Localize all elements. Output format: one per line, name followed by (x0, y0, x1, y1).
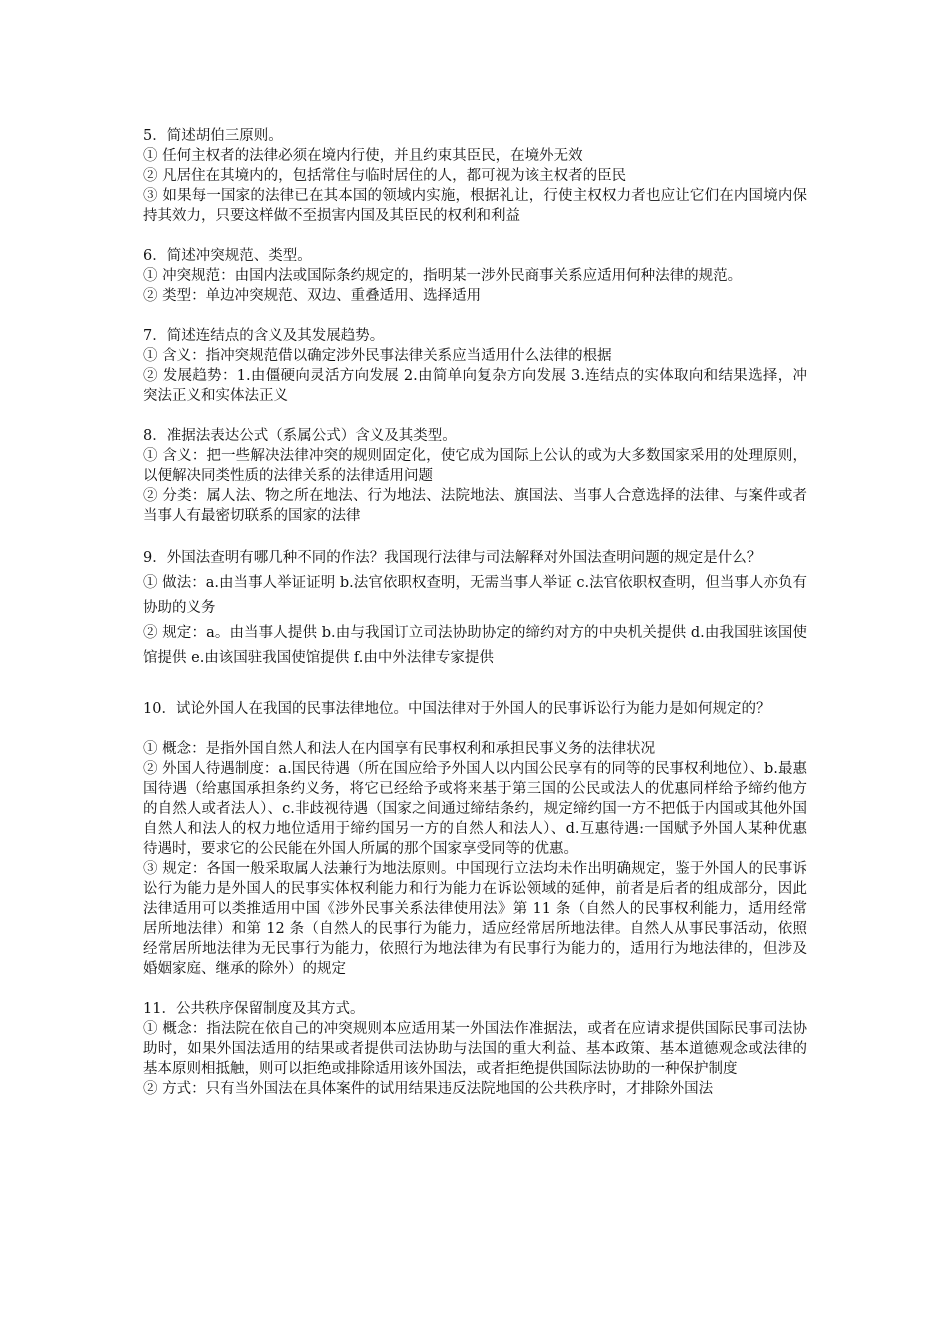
paragraph: ③ 如果每一国家的法律已在其本国的领域内实施，根据礼让，行使主权权力者也应让它们在内国境内保持其效力，只要这样做不至损害内国及其臣民的权利和利益 (143, 188, 807, 224)
paragraph: ② 外国人待遇制度：a.国民待遇（所在国应给予外国人以内国公民享有的同等的民事权利地位）、b.最惠国待遇（给惠国承担条约义务，将它已经给予或将来基于第三国的公民或法人的优惠同样给予缔约他方的自然人或者法人）、c.非歧视待遇（国家之间通过缔结条约，规定缔约国一方不把低于内国或其他外国自然人和法人的权力地位适用于缔约国另一方的自然人和法人）、d.互惠待遇:一国赋予外国人某种优惠待遇时，要求它的公民能在外国人所属的那个国家享受同等的优惠。 (143, 761, 807, 857)
section-title: 7．简述连结点的含义及其发展趋势。 (143, 328, 385, 344)
paragraph: ① 概念：是指外国自然人和法人在内国享有民事权利和承担民事义务的法律状况 (143, 741, 656, 757)
paragraph: ③ 规定：各国一般采取属人法兼行为地法原则。中国现行立法均未作出明确规定，鉴于外国人的民事诉讼行为能力是外国人的民事实体权利能力和行为能力在诉讼领域的延伸，前者是后者的组成部分，因此法律适用可以类推适用中国《涉外民事关系法律使用法》第 11 条（自然人的民事权利能力，适用经常居所地法律）和第 12 条（自然人的民事行为能力，适应经常居所地法律。自然人从事民事活动，依照经常居所地法律为无民事行为能力，依照行为地法律为有民事行为能力的，适用行为地法律的，但涉及婚姻家庭、继承的除外）的规定 (143, 861, 807, 977)
paragraph: ② 分类：属人法、物之所在地法、行为地法、法院地法、旗国法、当事人合意选择的法律、与案件或者当事人有最密切联系的国家的法律 (143, 488, 807, 524)
paragraph: ① 概念：指法院在依自己的冲突规则本应适用某一外国法作准据法，或者在应请求提供国际民事司法协助时，如果外国法适用的结果或者提供司法协助与法国的重大利益、基本政策、基本道德观念或法律的基本原则相抵触，则可以拒绝或排除适用该外国法，或者拒绝提供国际法协助的一种保护制度 (143, 1021, 807, 1077)
section-9 (143, 546, 807, 671)
paragraph: ① 任何主权者的法律必须在境内行使，并且约束其臣民，在境外无效 (143, 148, 583, 164)
section-8 (143, 426, 807, 526)
section-title: 10．试论外国人在我国的民事法律地位。中国法律对于外国人的民事诉讼行为能力是如何规定的？ (143, 701, 771, 717)
paragraph: ② 发展趋势：1.由僵硬向灵活方向发展 2.由简单向复杂方向发展 3.连结点的实体取向和结果选择，冲突法正义和实体法正义 (143, 368, 807, 404)
section-5 (143, 126, 807, 226)
section-title: 11．公共秩序保留制度及其方式。 (143, 1001, 365, 1017)
paragraph: ① 冲突规范：由国内法或国际条约规定的，指明某一涉外民商事关系应适用何种法律的规范。 (143, 268, 743, 284)
document-body (143, 126, 807, 1099)
section-10 (143, 699, 807, 979)
section-title: 8．准据法表达公式（系属公式）含义及其类型。 (143, 428, 457, 444)
paragraph: ① 做法：a.由当事人举证证明 b.法官依职权查明，无需当事人举证 c.法官依职权查明，但当事人亦负有协助的义务 (143, 575, 807, 616)
section-6 (143, 246, 807, 306)
paragraph: ② 方式：只有当外国法在具体案件的试用结果违反法院地国的公共秩序时，才排除外国法 (143, 1081, 714, 1097)
section-title: 9．外国法查明有哪几种不同的作法？我国现行法律与司法解释对外国法查明问题的规定是什么？ (143, 550, 762, 566)
section-title: 5．简述胡伯三原则。 (143, 128, 283, 144)
paragraph: ② 凡居住在其境内的，包括常住与临时居住的人，都可视为该主权者的臣民 (143, 168, 627, 184)
paragraph: ② 类型：单边冲突规范、双边、重叠适用、选择适用 (143, 288, 482, 304)
paragraph: ① 含义：指冲突规范借以确定涉外民事法律关系应当适用什么法律的根据 (143, 348, 612, 364)
paragraph: ② 规定：a。由当事人提供 b.由与我国订立司法协助协定的缔约对方的中央机关提供 d.由我国驻该国使馆提供 e.由该国驻我国使馆提供 f.由中外法律专家提供 (143, 625, 807, 666)
section-11 (143, 999, 807, 1099)
section-title: 6．简述冲突规范、类型。 (143, 248, 312, 264)
section-7 (143, 326, 807, 406)
paragraph: ① 含义：把一些解决法律冲突的规则固定化，使它成为国际上公认的或为大多数国家采用的处理原则，以便解决同类性质的法律关系的法律适用问题 (143, 448, 807, 484)
